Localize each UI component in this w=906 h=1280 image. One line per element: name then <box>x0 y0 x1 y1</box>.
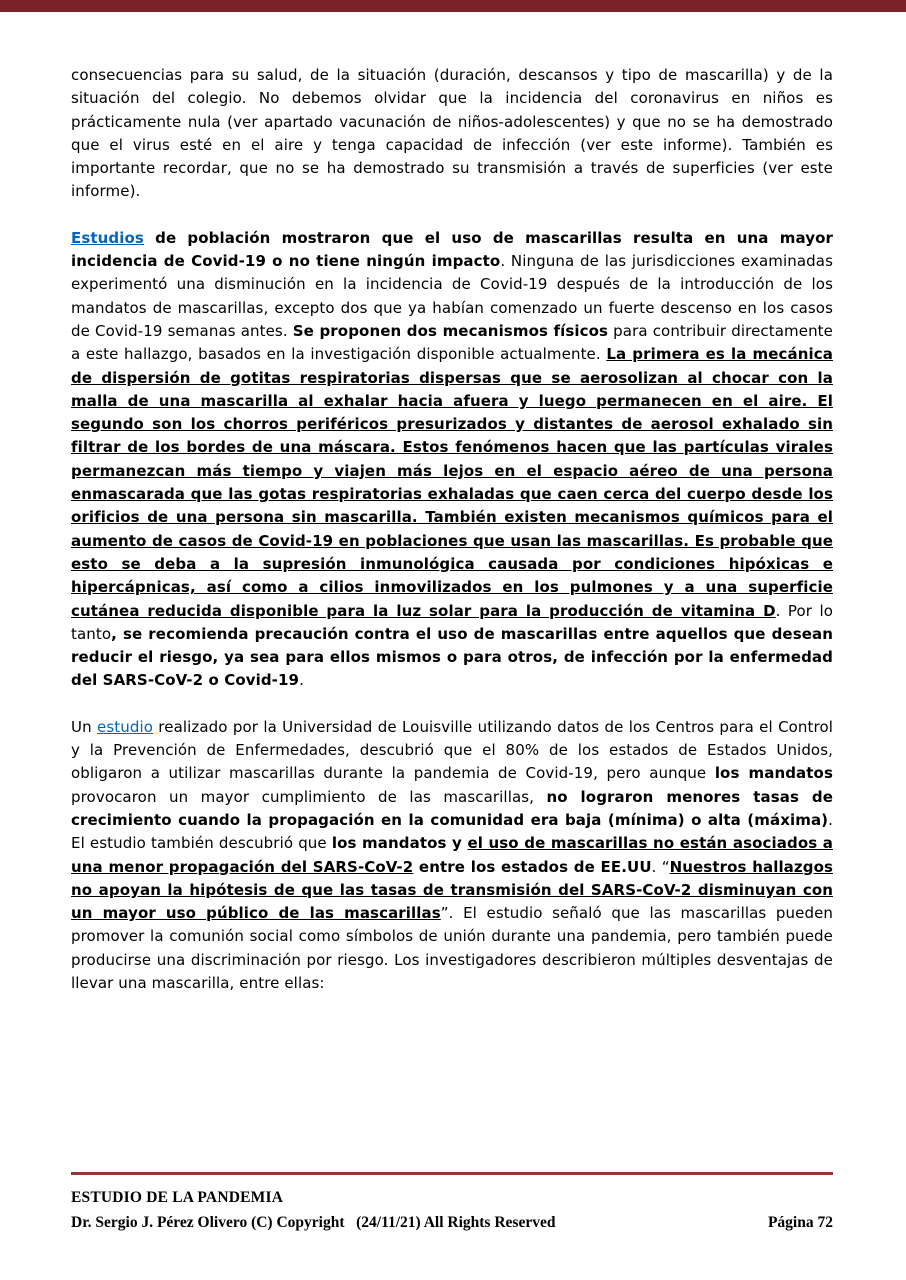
paragraph <box>71 716 833 996</box>
text-run: Un <box>71 717 97 736</box>
text-run: Se proponen dos mecanismos físicos <box>292 321 609 340</box>
text-run: provocaron un mayor cumplimiento de las mascarillas, <box>71 787 547 806</box>
text-run: . <box>299 671 304 690</box>
hyperlink[interactable]: Estudios <box>71 228 144 247</box>
text-run: entre los estados de EE.UU <box>413 857 652 876</box>
text-run: los mandatos y <box>331 834 468 853</box>
text-run: . Ninguna de las jurisdicciones examinadas experimentó una disminución en la incidencia de Covid-19 después de la introducción de los mandatos de mascarillas, excepto dos que ya habían comenzado un fuerte descenso en los casos de Covid-19 semanas antes. <box>71 252 834 340</box>
text-run: realizado por la Universidad de Louisville utilizando datos de los Centros para el Control y la Prevención de Enfermedades, descubrió que el 80% de los estados de Estados Unidos, obligaron a utilizar mascarillas durante la pandemia de Covid-19, pero aunque <box>71 717 833 783</box>
footer-page-number: Página 72 <box>767 1214 833 1231</box>
text-run: no lograron menores tasas de crecimiento cuando la propagación en la comunidad era baja (mínima) o alta (máxima) <box>71 787 833 829</box>
text-run: los mandatos <box>714 764 833 783</box>
footer-copyright: Dr. Sergio J. Pérez Olivero (C) Copyright (24/11/21) All Rights Reserved <box>71 1214 556 1231</box>
paragraph <box>71 64 833 204</box>
text-run: Nuestros hallazgos no apoyan la hipótesis de que las tasas de transmisión del SARS-CoV-2 disminuyan con un mayor uso público de las mascarillas <box>71 857 834 923</box>
text-run: para contribuir directamente a este hallazgo, basados en la investigación disponible actualmente. <box>71 321 833 364</box>
page-footer <box>71 1172 833 1232</box>
text-run: , se recomienda precaución contra el uso de mascarillas entre aquellos que desean reducir el riesgo, ya sea para ellos mismos o para otros, de infección por la enfermedad del SARS-CoV-2 o Covid-19 <box>71 624 833 690</box>
document-body <box>71 64 833 995</box>
footer-meta-row <box>71 1214 833 1232</box>
paragraph <box>71 227 833 693</box>
text-run: consecuencias para su salud, de la situación (duración, descansos y tipo de mascarilla) y de la situación del colegio. No debemos olvidar que la incidencia del coronavirus en niños es prácticamente nula (ver apartado vacunación de niños-adolescentes) y que no se ha demostrado que el virus esté en el aire y tenga capacidad de infección (ver este informe). También es importante recordar, que no se ha demostrado su transmisión a través de superficies (ver este informe). <box>71 66 833 201</box>
top-accent-bar <box>0 0 906 12</box>
text-run: . “ <box>651 857 670 876</box>
hyperlink[interactable]: estudio <box>97 717 153 736</box>
text-run: de población mostraron que el uso de mascarillas resulta en una mayor incidencia de Covid-19 o no tiene ningún impacto <box>71 228 833 271</box>
text-run: . Por lo tanto <box>71 601 833 643</box>
footer-title: ESTUDIO DE LA PANDEMIA <box>71 1189 284 1206</box>
text-run: el uso de mascarillas no están asociados a una menor propagación del SARS-CoV-2 <box>71 834 833 876</box>
footer-divider <box>71 1172 833 1175</box>
text-run: . El estudio también descubrió que <box>71 810 833 853</box>
text-run: ”. El estudio señaló que las mascarillas pueden promover la comunión social como símbolos de unión durante una pandemia, pero también puede producirse una discriminación por riesgo. Los investigadores describieron múltiples desventajas de llevar una mascarilla, entre ellas: <box>71 904 834 992</box>
text-run: La primera es la mecánica de dispersión de gotitas respiratorias dispersas que se aerosolizan al chocar con la malla de una mascarilla al exhalar hacia afuera y luego permanecen en el aire. El segundo son los chorros periféricos presurizados y distantes de aerosol exhalado sin filtrar de los bordes de una máscara. Estos fenómenos hacen que las partículas virales permanezcan más tiempo y viajen más lejos en el espacio aéreo de una persona enmascarada que las gotas respiratorias exhaladas que caen cerca del cuerpo desde los orificios de una persona sin mascarilla. También existen mecanismos químicos para el aumento de casos de Covid-19 en poblaciones que usan las mascarillas. Es probable que esto se deba a la supresión inmunológica causada por condiciones hipóxicas e hipercápnicas, así como a cilios inmovilizados en los pulmones y a una superficie cutánea reducida disponible para la luz solar para la producción de vitamina D <box>71 345 833 620</box>
